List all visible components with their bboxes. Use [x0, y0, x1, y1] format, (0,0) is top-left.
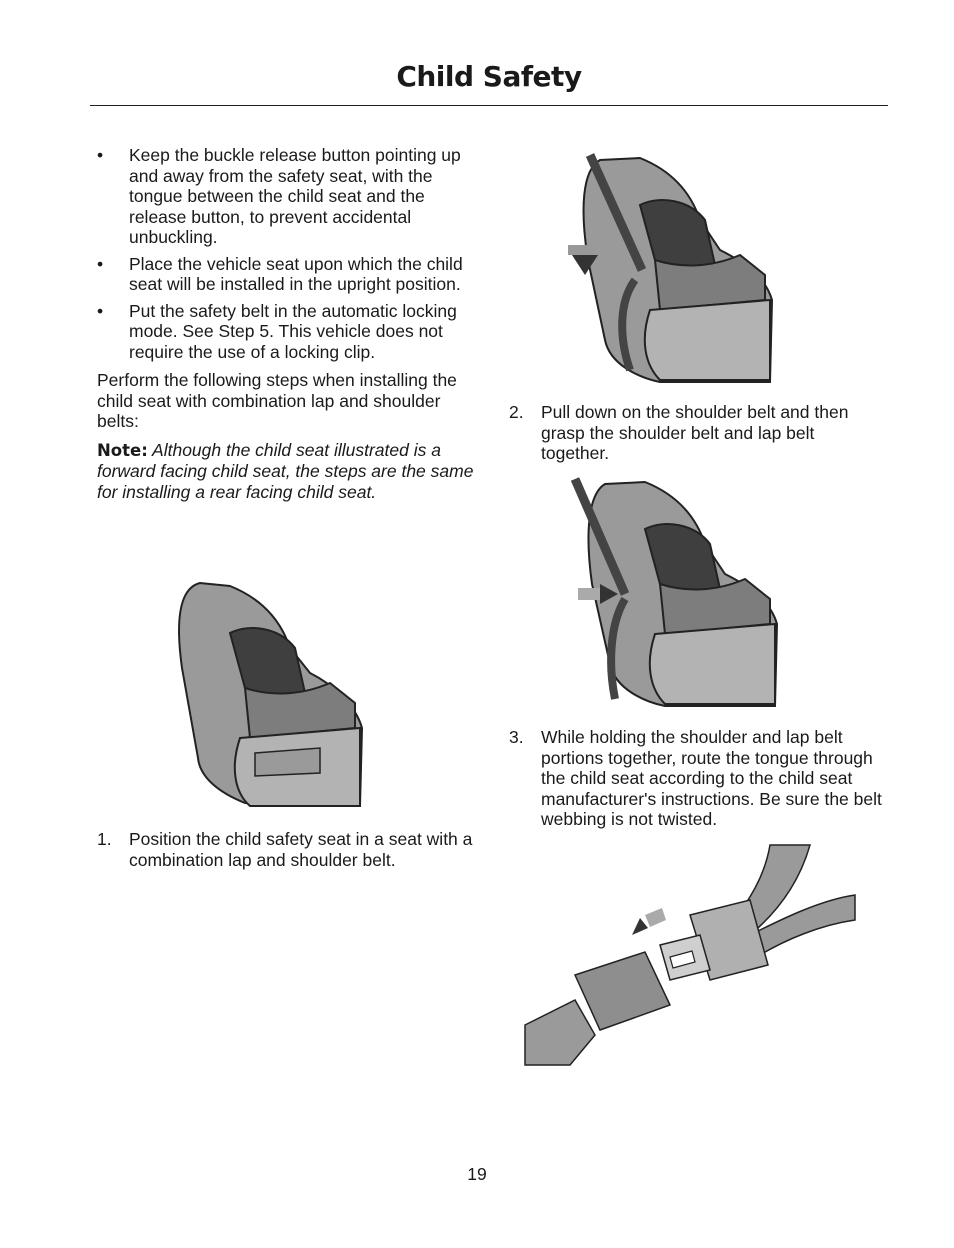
note-paragraph — [97, 440, 477, 503]
list-item — [97, 145, 477, 248]
list-item — [97, 254, 477, 295]
step-text: Pull down on the shoulder belt and then grasp the shoulder belt and lap belt together. — [541, 402, 849, 463]
note-label: Note: — [97, 440, 148, 460]
bullet-text: Keep the buckle release button pointing up and away from the safety seat, with the tongue between the child seat and the release button, to prevent accidental unbuckling. — [129, 145, 461, 247]
bullet-icon: • — [97, 145, 104, 165]
left-column — [97, 145, 477, 502]
step-number: 2. — [509, 402, 524, 422]
step-text: Position the child safety seat in a seat with a combination lap and shoulder belt. — [129, 829, 473, 870]
bullet-icon: • — [97, 300, 104, 321]
bullet-text: Put the safety belt in the automatic locking mode. See Step 5. This vehicle does not require the use of a locking clip. — [129, 300, 457, 362]
bullet-text: Place the vehicle seat upon which the child seat will be installed in the upright position. — [129, 253, 463, 294]
grasp-belt-illustration — [570, 474, 780, 709]
bullet-icon: • — [97, 253, 104, 274]
note-text: Although the child seat illustrated is a forward facing child seat, the steps are the same for installing a rear facing child seat. — [97, 439, 474, 502]
list-item — [97, 301, 477, 363]
buckle-tongue-illustration — [520, 840, 860, 1070]
step-number: 1. — [97, 829, 112, 849]
title-divider — [90, 105, 888, 106]
bullet-list — [97, 145, 477, 362]
page-number: 19 — [467, 1164, 487, 1184]
page-title: Child Safety — [396, 60, 582, 93]
child-seat-illustration — [170, 578, 370, 810]
step-number: 3. — [509, 727, 524, 747]
pull-belt-illustration — [560, 150, 780, 390]
intro-paragraph: Perform the following steps when installing the child seat with combination lap and shoulder belts: — [97, 370, 457, 431]
step-text: While holding the shoulder and lap belt portions together, route the tongue through the child seat according to the child seat manufacturer's instructions. Be sure the belt webbing is not twisted. — [541, 727, 882, 829]
